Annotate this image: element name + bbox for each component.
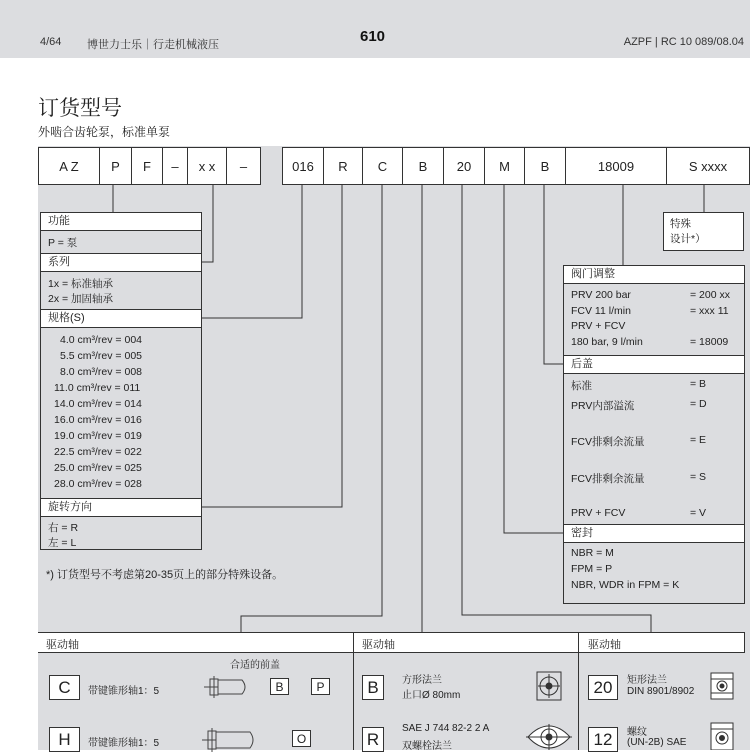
size-option: 25.0 cm³/rev = 025	[54, 462, 142, 474]
special-label: 特殊	[670, 218, 691, 230]
flange-code-b: B	[362, 675, 384, 700]
cover-header: 后盖	[564, 355, 744, 374]
seal-value: NBR, WDR in FPM = K	[571, 579, 680, 591]
code-box: F	[131, 147, 163, 185]
left-options	[40, 212, 202, 550]
cover-code: = S	[690, 471, 707, 483]
size-option: 19.0 cm³/rev = 019	[54, 430, 142, 442]
size-option: 28.0 cm³/rev = 028	[54, 478, 142, 490]
divider	[353, 632, 354, 750]
flange-desc: 双螺栓法兰	[402, 741, 452, 752]
shaft-code-c: C	[49, 675, 80, 700]
port-desc: 矩形法兰	[627, 675, 667, 686]
shaft-header: 驱动轴	[46, 639, 79, 651]
code-box: x x	[187, 147, 227, 185]
front-cover-label: 合适的前盖	[230, 660, 280, 671]
port-desc: 螺纹	[627, 727, 647, 738]
company: 博世力士乐｜行走机械液压	[87, 39, 219, 51]
page-number: 610	[360, 28, 386, 45]
code-box: –	[226, 147, 261, 185]
code-box: M	[484, 147, 525, 185]
function-value: P = 泵	[48, 237, 78, 249]
rectangular-flange-port-icon	[710, 672, 734, 700]
divider	[578, 632, 579, 750]
valve-setting: 180 bar, 9 l/min	[571, 335, 643, 348]
valve-code: = 18009	[690, 335, 729, 348]
page-ref: 4/64	[40, 36, 62, 48]
valve-setting: PRV + FCV	[571, 320, 626, 332]
size-option: 16.0 cm³/rev = 016	[54, 414, 142, 426]
cover-option: FCV排剩余流量	[571, 473, 645, 485]
code-box: R	[323, 147, 363, 185]
shaft-desc: 带键锥形轴1：5	[88, 686, 160, 697]
shaft-desc: 带键锥形轴1：5	[88, 738, 160, 749]
seal-value: NBR = M	[571, 547, 614, 559]
size-option: 8.0 cm³/rev = 008	[60, 366, 142, 378]
rotation-value: 左 = L	[48, 537, 77, 549]
code-box: P	[99, 147, 132, 185]
cover-code: P	[311, 678, 330, 695]
shaft-code-h: H	[49, 727, 80, 752]
special-design-box	[663, 212, 744, 251]
function-header: 功能	[41, 212, 201, 231]
valve-setting: FCV 11 l/min	[571, 304, 631, 317]
valve-code: = xxx 11	[690, 304, 729, 317]
cover-option: FCV排剩余流量	[571, 436, 645, 448]
port-desc: (UN-2B) SAE	[627, 737, 687, 748]
port-desc: DIN 8901/8902	[627, 686, 695, 697]
special-label: 设计*）	[670, 233, 706, 245]
square-flange-icon	[536, 671, 562, 701]
seal-value: FPM = P	[571, 563, 613, 575]
threaded-port-icon	[710, 722, 734, 750]
right-options	[563, 265, 745, 604]
cover-code: = V	[690, 507, 707, 519]
code-box: 18009	[565, 147, 667, 185]
flange-code-r: R	[362, 727, 384, 752]
cover-code: = B	[690, 378, 707, 390]
rotation-header: 旋转方向	[41, 498, 201, 517]
port-code-12: 12	[588, 727, 618, 752]
valve-header: 阀门调整	[564, 265, 744, 284]
size-option: 11.0 cm³/rev = 011	[54, 382, 141, 394]
page-subtitle: 外啮合齿轮泵，标准单泵	[38, 125, 171, 139]
size-option: 22.5 cm³/rev = 022	[54, 446, 142, 458]
size-option: 14.0 cm³/rev = 014	[54, 398, 142, 410]
seal-header: 密封	[564, 524, 744, 543]
cover-option: 标准	[571, 380, 592, 392]
two-bolt-flange-icon	[526, 724, 572, 750]
valve-setting: PRV 200 bar	[571, 289, 631, 301]
doc-ref: AZPF | RC 10 089/08.04	[623, 36, 744, 48]
cover-code: O	[292, 730, 311, 747]
series-value: 1x = 标准轴承	[48, 278, 114, 290]
size-header: 规格(S)	[41, 309, 201, 328]
code-box: 20	[443, 147, 485, 185]
code-box: –	[162, 147, 188, 185]
flange-desc: 方形法兰	[402, 675, 442, 686]
size-option: 5.5 cm³/rev = 005	[60, 350, 142, 362]
series-value: 2x = 加固轴承	[48, 293, 114, 305]
code-box: S xxxx	[666, 147, 750, 185]
code-box: B	[402, 147, 444, 185]
code-box: A Z	[38, 147, 100, 185]
page-title: 订货型号	[38, 97, 122, 120]
size-option: 4.0 cm³/rev = 004	[60, 334, 142, 346]
cover-code: B	[270, 678, 289, 695]
code-box: 016	[282, 147, 324, 185]
code-box: C	[362, 147, 403, 185]
tapered-shaft-icon	[202, 674, 252, 700]
flange-header: 驱动轴	[362, 639, 395, 651]
port-code-20: 20	[588, 675, 618, 700]
cover-option: PRV内部溢流	[571, 400, 635, 412]
flange-desc: SAE J 744 82-2 2 A	[402, 723, 490, 734]
cover-code: = E	[690, 434, 707, 446]
cover-option: PRV + FCV	[571, 507, 626, 519]
valve-code: = 200 xx	[690, 289, 730, 301]
tapered-shaft-icon	[200, 726, 260, 752]
footnote: *) 订货型号不考虑第20-35页上的部分特殊设备。	[46, 569, 284, 581]
port-header: 驱动轴	[588, 639, 621, 651]
rotation-value: 右 = R	[48, 522, 79, 534]
code-box: B	[524, 147, 566, 185]
flange-desc: 止口Ø 80mm	[402, 690, 461, 701]
cover-code: = D	[690, 398, 707, 410]
series-header: 系列	[41, 253, 201, 272]
